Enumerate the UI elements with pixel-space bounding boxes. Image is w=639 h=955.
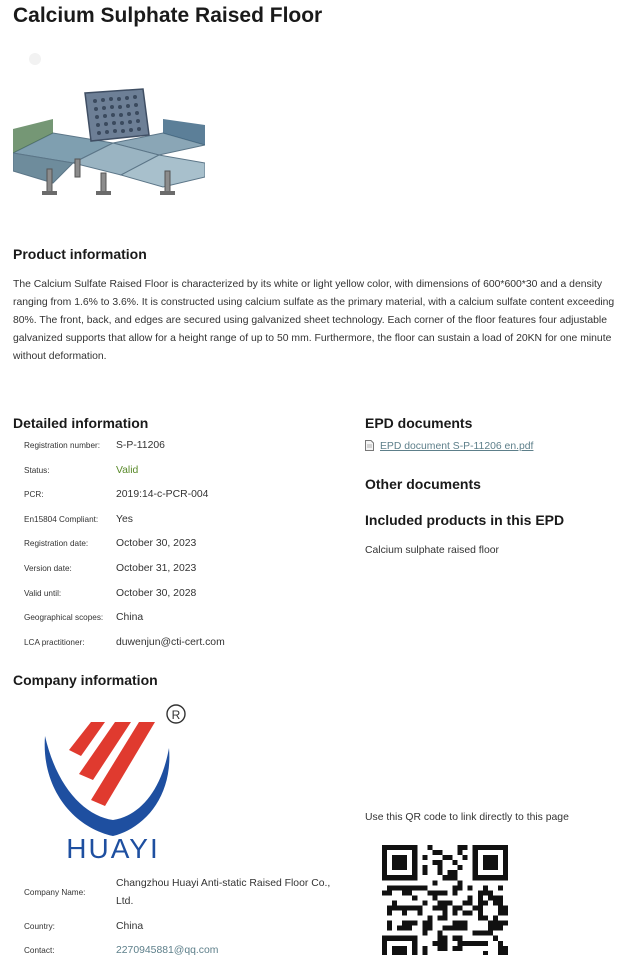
detail-row-pcr xyxy=(24,483,344,508)
detail-value: Yes xyxy=(116,513,133,525)
contact-label: Contact: xyxy=(24,946,55,955)
detail-value: China xyxy=(116,612,144,624)
detail-label: PCR: xyxy=(24,490,44,500)
detail-value: October 30, 2028 xyxy=(116,587,197,599)
detail-label: Status: xyxy=(24,465,50,475)
page-title: Calcium Sulphate Raised Floor xyxy=(13,4,323,27)
pdf-file-icon xyxy=(365,440,374,454)
details-table xyxy=(24,434,344,655)
detail-label: En15804 Compliant: xyxy=(24,514,99,524)
country-value: China xyxy=(116,921,144,932)
detail-value: October 31, 2023 xyxy=(116,562,197,574)
company-name-label: Company Name: xyxy=(24,888,86,897)
product-info-heading: Product information xyxy=(13,246,147,262)
detail-row-geographical-scopes xyxy=(24,606,344,631)
detail-row-lca-practitioner xyxy=(24,631,344,656)
company-name-value: Changzhou Huayi Anti-static Raised Floor Co., Ltd. xyxy=(116,878,331,907)
detail-label: Geographical scopes: xyxy=(24,613,104,623)
product-description: The Calcium Sulfate Raised Floor is characterized by its white or light yellow color, with dimensions of 600*600*30 and a density ranging from 1.6% to 3.6%. It is constructed using calcium sulfate as the primary material, with a calcium sulfate content exceeding 80%. The front, back, and edges are secured using galvanized sheet technology. Each corner of the floor features four adjustable galvanized supports that allow for a height range of up to 50 mm. Furthermore, the floor can sustain a load of 20KN for one minute without deformation. xyxy=(13,279,615,362)
detail-row-version-date xyxy=(24,557,344,582)
product-image xyxy=(13,49,205,203)
included-product-item: Calcium sulphate raised floor xyxy=(365,545,499,556)
detail-row-registration-number xyxy=(24,434,344,459)
included-products-heading: Included products in this EPD xyxy=(365,512,565,528)
contact-email-link[interactable]: 2270945881@qq.com xyxy=(116,945,219,955)
detail-row-status xyxy=(24,459,344,484)
svg-text:R: R xyxy=(171,708,181,722)
other-documents-heading: Other documents xyxy=(365,476,481,492)
epd-documents-heading: EPD documents xyxy=(365,415,473,431)
detail-value: 2019:14-c-PCR-004 xyxy=(116,489,209,501)
detail-value: duwenjun@cti-cert.com xyxy=(116,636,225,648)
detail-label: Valid until: xyxy=(24,588,62,598)
detail-value: S-P-11206 xyxy=(116,440,165,451)
country-label: Country: xyxy=(24,922,55,931)
logo-text: HUAYI xyxy=(66,833,160,864)
detail-row-registration-date xyxy=(24,532,344,557)
company-logo xyxy=(35,700,195,865)
detail-label: Version date: xyxy=(24,563,72,573)
qr-code xyxy=(382,845,508,955)
status-value: Valid xyxy=(116,464,139,476)
detail-row-valid-until xyxy=(24,582,344,607)
detail-label: Registration date: xyxy=(24,539,89,549)
qr-code-caption: Use this QR code to link directly to this page xyxy=(365,812,569,823)
detailed-info-heading: Detailed information xyxy=(13,415,149,431)
detail-row-en15804 xyxy=(24,508,344,533)
detail-label: Registration number: xyxy=(24,441,100,450)
epd-document-link-text[interactable]: EPD document S-P-11206 en.pdf xyxy=(380,441,534,452)
detail-value: October 30, 2023 xyxy=(116,538,197,550)
epd-document-link[interactable] xyxy=(365,440,533,454)
detail-label: LCA practitioner: xyxy=(24,637,85,647)
company-info-heading: Company information xyxy=(13,672,158,688)
